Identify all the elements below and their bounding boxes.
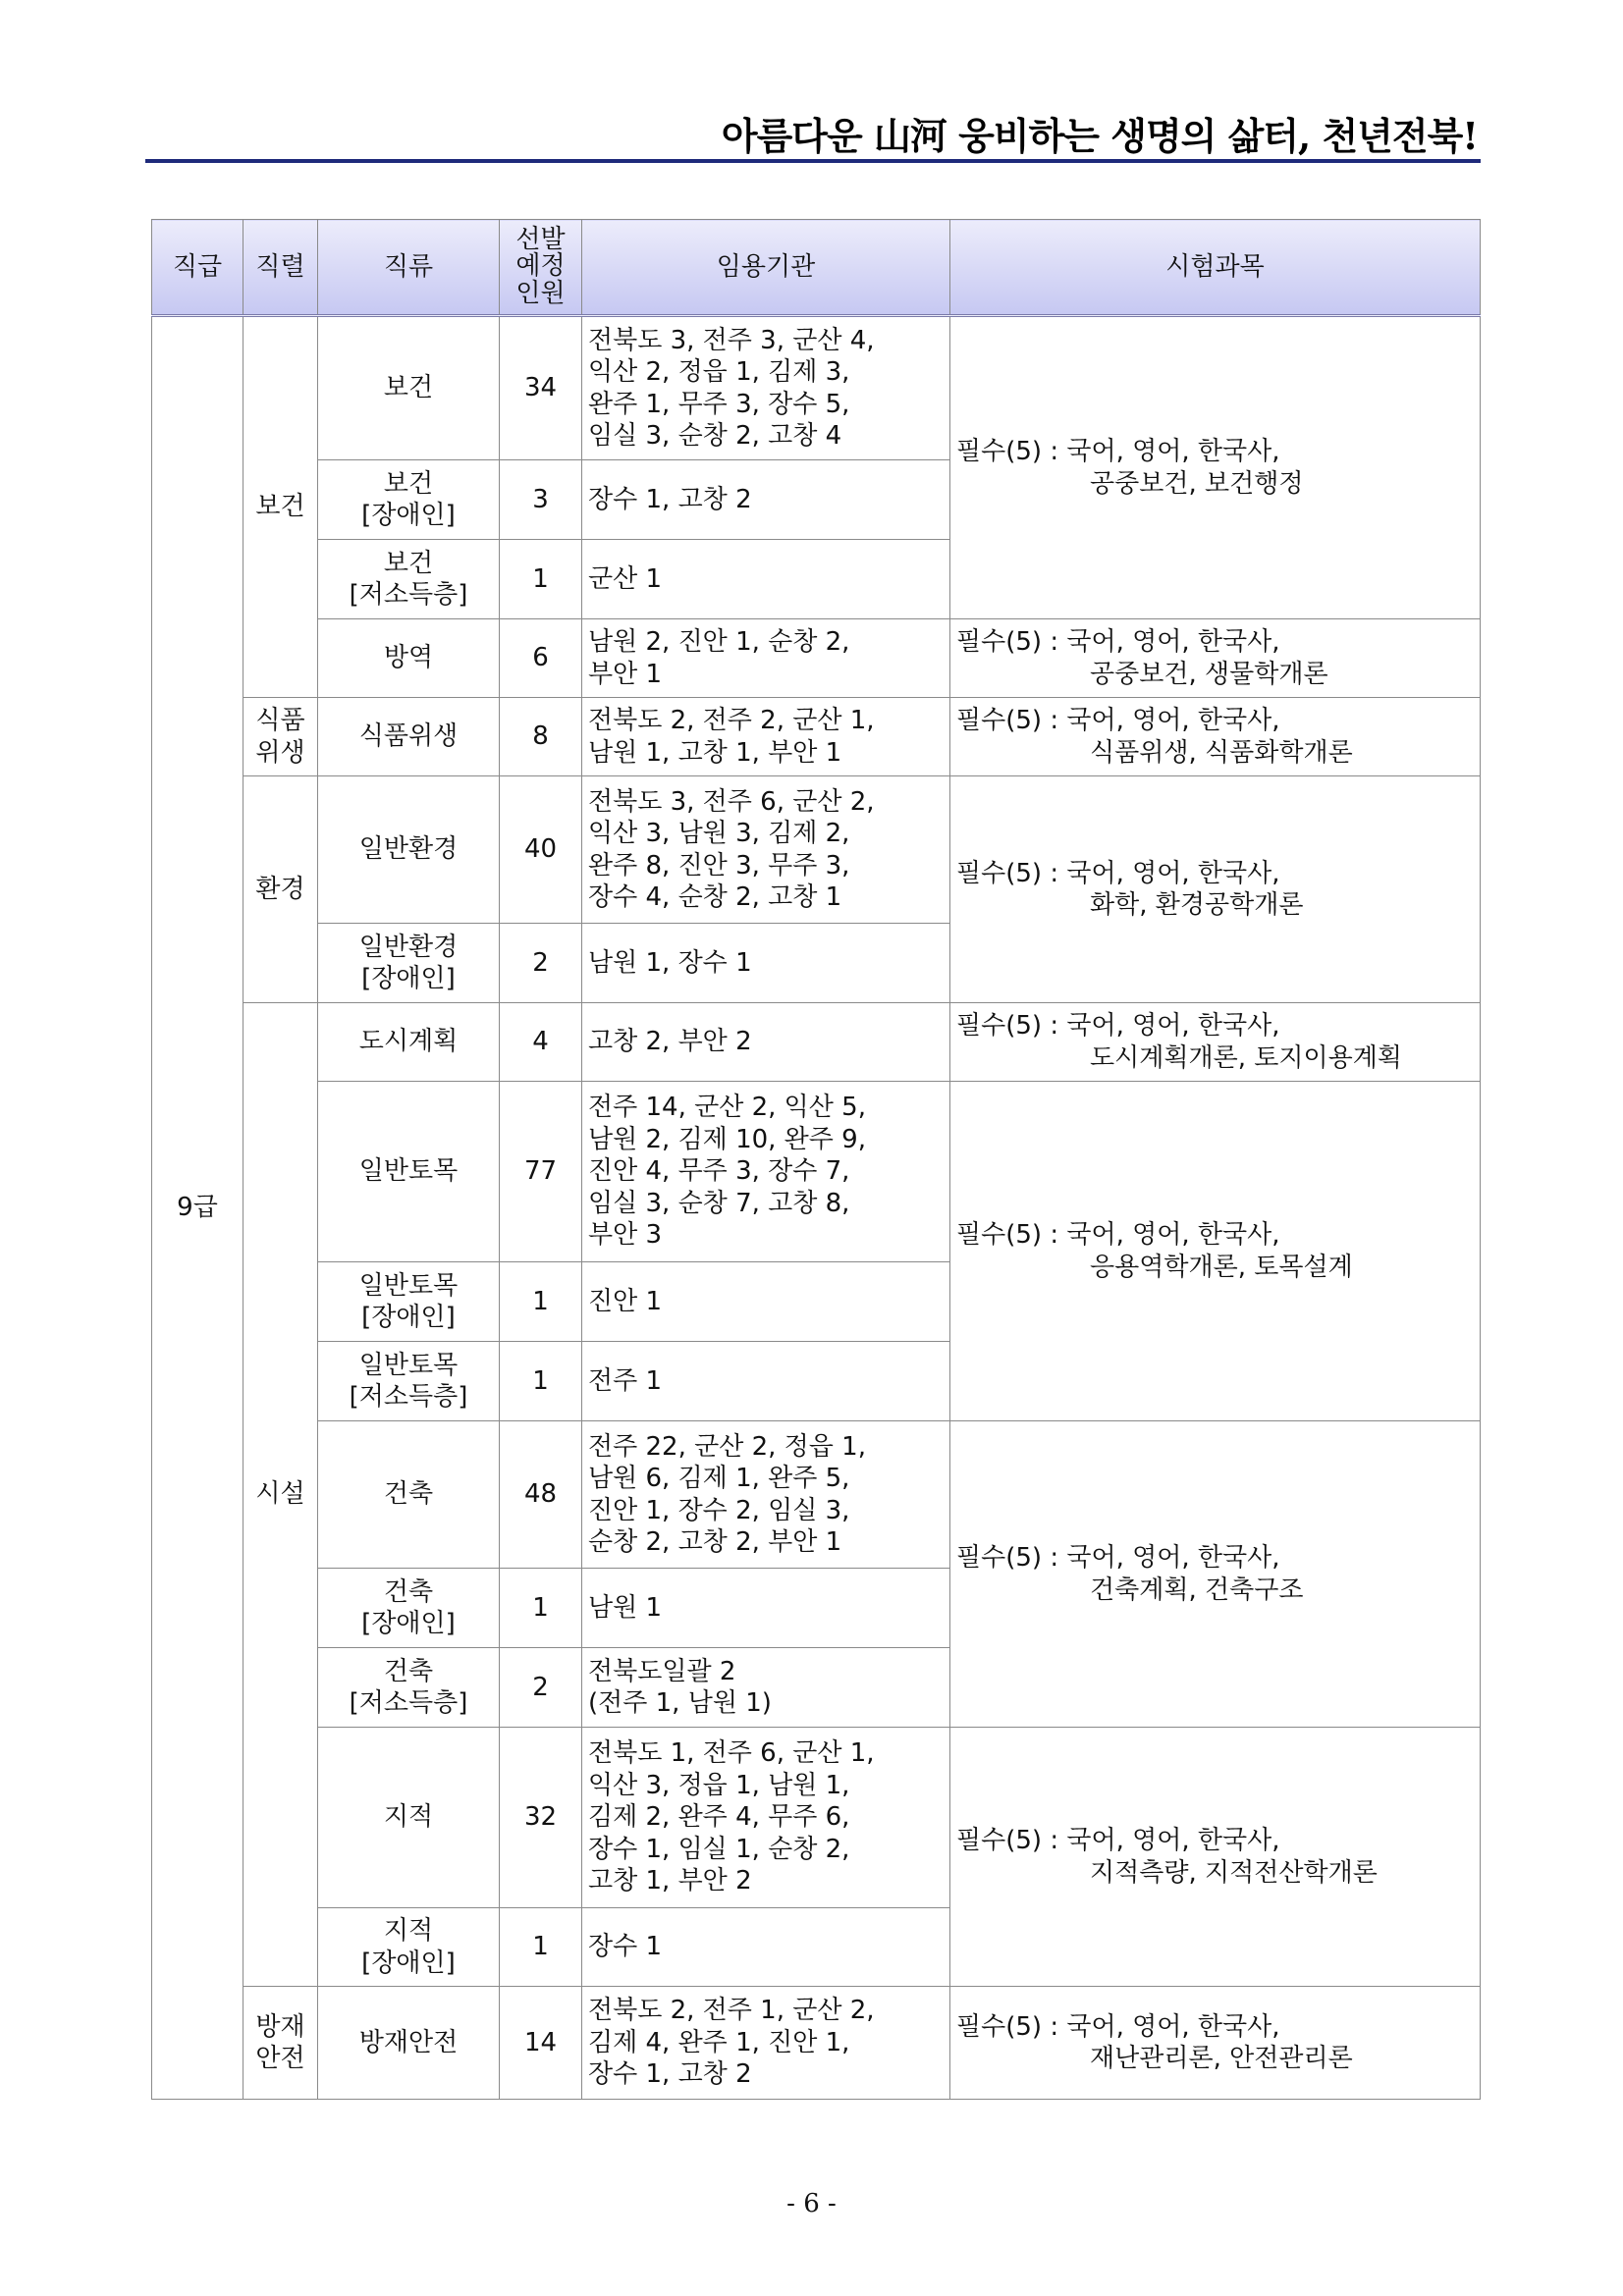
class-cell: 건축 [저소득층] [318, 1648, 500, 1728]
class-cell: 도시계획 [318, 1003, 500, 1082]
header-divider [145, 159, 1481, 163]
count-cell: 6 [500, 619, 582, 698]
table-row [152, 619, 1481, 698]
org-cell: 장수 1, 고창 2 [582, 460, 950, 540]
subjects-cell [950, 698, 1481, 776]
org-cell: 전북도 1, 전주 6, 군산 1, 익산 3, 정읍 1, 남원 1, 김제 2, 완주 4, 무주 6, 장수 1, 임실 1, 순창 2, 고창 1, 부안 2 [582, 1728, 950, 1908]
table-row [152, 1082, 1481, 1262]
count-cell: 4 [500, 1003, 582, 1082]
series-cell: 보건 [243, 316, 318, 698]
subjects-cell [950, 316, 1481, 619]
count-cell: 14 [500, 1987, 582, 2100]
subjects-line: 식품위생, 식품화학개론 [1090, 737, 1353, 768]
table-row [152, 316, 1481, 460]
count-cell: 34 [500, 316, 582, 460]
col-header-class: 직류 [318, 220, 500, 316]
class-cell: 건축 [318, 1421, 500, 1569]
subjects-cell [950, 1082, 1481, 1421]
count-cell: 3 [500, 460, 582, 540]
count-cell: 1 [500, 1569, 582, 1648]
count-cell: 2 [500, 924, 582, 1003]
grade-cell: 9급 [152, 316, 243, 2100]
header-slogan: 아름다운 山河 웅비하는 생명의 삶터, 천년전북! [721, 114, 1478, 158]
subjects-line: 필수(5) : 국어, 영어, 한국사, [956, 858, 1280, 888]
org-cell: 군산 1 [582, 540, 950, 619]
class-cell: 보건 [318, 316, 500, 460]
recruitment-table [151, 219, 1481, 2100]
subjects-cell [950, 619, 1481, 698]
subjects-line: 필수(5) : 국어, 영어, 한국사, [956, 437, 1280, 466]
subjects-line: 지적측량, 지적전산학개론 [1090, 1857, 1378, 1888]
table-row [152, 1728, 1481, 1908]
subjects-line: 필수(5) : 국어, 영어, 한국사, [956, 1826, 1280, 1855]
org-cell: 전주 14, 군산 2, 익산 5, 남원 2, 김제 10, 완주 9, 진안 4, 무주 3, 장수 7, 임실 3, 순창 7, 고창 8, 부안 3 [582, 1082, 950, 1262]
subjects-cell [950, 1421, 1481, 1728]
subjects-cell [950, 776, 1481, 1003]
subjects-cell [950, 1003, 1481, 1082]
count-cell: 1 [500, 540, 582, 619]
class-cell: 식품위생 [318, 698, 500, 776]
col-header-grade: 직급 [152, 220, 243, 316]
subjects-line: 필수(5) : 국어, 영어, 한국사, [956, 1543, 1280, 1573]
org-cell: 전북도 3, 전주 3, 군산 4, 익산 2, 정읍 1, 김제 3, 완주 1, 무주 3, 장수 5, 임실 3, 순창 2, 고창 4 [582, 316, 950, 460]
table-row [152, 1421, 1481, 1569]
class-cell: 보건 [장애인] [318, 460, 500, 540]
class-cell: 일반환경 [318, 776, 500, 924]
table-row [152, 698, 1481, 776]
org-cell: 남원 2, 진안 1, 순창 2, 부안 1 [582, 619, 950, 698]
subjects-line: 공중보건, 보건행정 [1090, 468, 1304, 499]
col-header-org: 임용기관 [582, 220, 950, 316]
org-cell: 전주 22, 군산 2, 정읍 1, 남원 6, 김제 1, 완주 5, 진안 1, 장수 2, 임실 3, 순창 2, 고창 2, 부안 1 [582, 1421, 950, 1569]
subjects-line: 필수(5) : 국어, 영어, 한국사, [956, 706, 1280, 735]
table-row [152, 1987, 1481, 2100]
count-cell: 2 [500, 1648, 582, 1728]
subjects-line: 도시계획개론, 토지이용계획 [1090, 1042, 1402, 1073]
org-cell: 고창 2, 부안 2 [582, 1003, 950, 1082]
subjects-cell [950, 1728, 1481, 1987]
col-header-count: 선발 예정 인원 [500, 220, 582, 316]
class-cell: 일반토목 [318, 1082, 500, 1262]
col-header-series: 직렬 [243, 220, 318, 316]
class-cell: 지적 [318, 1728, 500, 1908]
count-cell: 1 [500, 1908, 582, 1987]
subjects-line: 필수(5) : 국어, 영어, 한국사, [956, 627, 1280, 657]
org-cell: 진안 1 [582, 1262, 950, 1342]
count-cell: 1 [500, 1342, 582, 1421]
class-cell: 일반환경 [장애인] [318, 924, 500, 1003]
table-row [152, 776, 1481, 924]
class-cell: 보건 [저소득층] [318, 540, 500, 619]
series-cell: 방재 안전 [243, 1987, 318, 2100]
org-cell: 남원 1 [582, 1569, 950, 1648]
class-cell: 건축 [장애인] [318, 1569, 500, 1648]
subjects-cell [950, 1987, 1481, 2100]
subjects-line: 공중보건, 생물학개론 [1090, 659, 1328, 689]
org-cell: 전북도 3, 전주 6, 군산 2, 익산 3, 남원 3, 김제 2, 완주 8, 진안 3, 무주 3, 장수 4, 순창 2, 고창 1 [582, 776, 950, 924]
org-cell: 전주 1 [582, 1342, 950, 1421]
subjects-line: 건축계획, 건축구조 [1090, 1575, 1304, 1605]
count-cell: 1 [500, 1262, 582, 1342]
org-cell: 전북도 2, 전주 2, 군산 1, 남원 1, 고창 1, 부안 1 [582, 698, 950, 776]
count-cell: 40 [500, 776, 582, 924]
count-cell: 32 [500, 1728, 582, 1908]
org-cell: 전북도일괄 2 (전주 1, 남원 1) [582, 1648, 950, 1728]
series-cell: 시설 [243, 1003, 318, 1987]
count-cell: 48 [500, 1421, 582, 1569]
col-header-subjects: 시험과목 [950, 220, 1481, 316]
class-cell: 일반토목 [장애인] [318, 1262, 500, 1342]
class-cell: 일반토목 [저소득층] [318, 1342, 500, 1421]
subjects-line: 화학, 환경공학개론 [1090, 890, 1304, 920]
class-cell: 방역 [318, 619, 500, 698]
series-cell: 식품 위생 [243, 698, 318, 776]
series-cell: 환경 [243, 776, 318, 1003]
class-cell: 방재안전 [318, 1987, 500, 2100]
subjects-line: 필수(5) : 국어, 영어, 한국사, [956, 1220, 1280, 1250]
subjects-line: 재난관리론, 안전관리론 [1090, 2044, 1353, 2073]
count-cell: 8 [500, 698, 582, 776]
subjects-line: 필수(5) : 국어, 영어, 한국사, [956, 1011, 1280, 1041]
org-cell: 전북도 2, 전주 1, 군산 2, 김제 4, 완주 1, 진안 1, 장수 1, 고창 2 [582, 1987, 950, 2100]
org-cell: 남원 1, 장수 1 [582, 924, 950, 1003]
org-cell: 장수 1 [582, 1908, 950, 1987]
class-cell: 지적 [장애인] [318, 1908, 500, 1987]
subjects-line: 필수(5) : 국어, 영어, 한국사, [956, 2011, 1280, 2042]
table-header-row [152, 220, 1481, 316]
count-cell: 77 [500, 1082, 582, 1262]
page-number: - 6 - [786, 2189, 837, 2218]
subjects-line: 응용역학개론, 토목설계 [1090, 1252, 1353, 1282]
table-row [152, 1003, 1481, 1082]
